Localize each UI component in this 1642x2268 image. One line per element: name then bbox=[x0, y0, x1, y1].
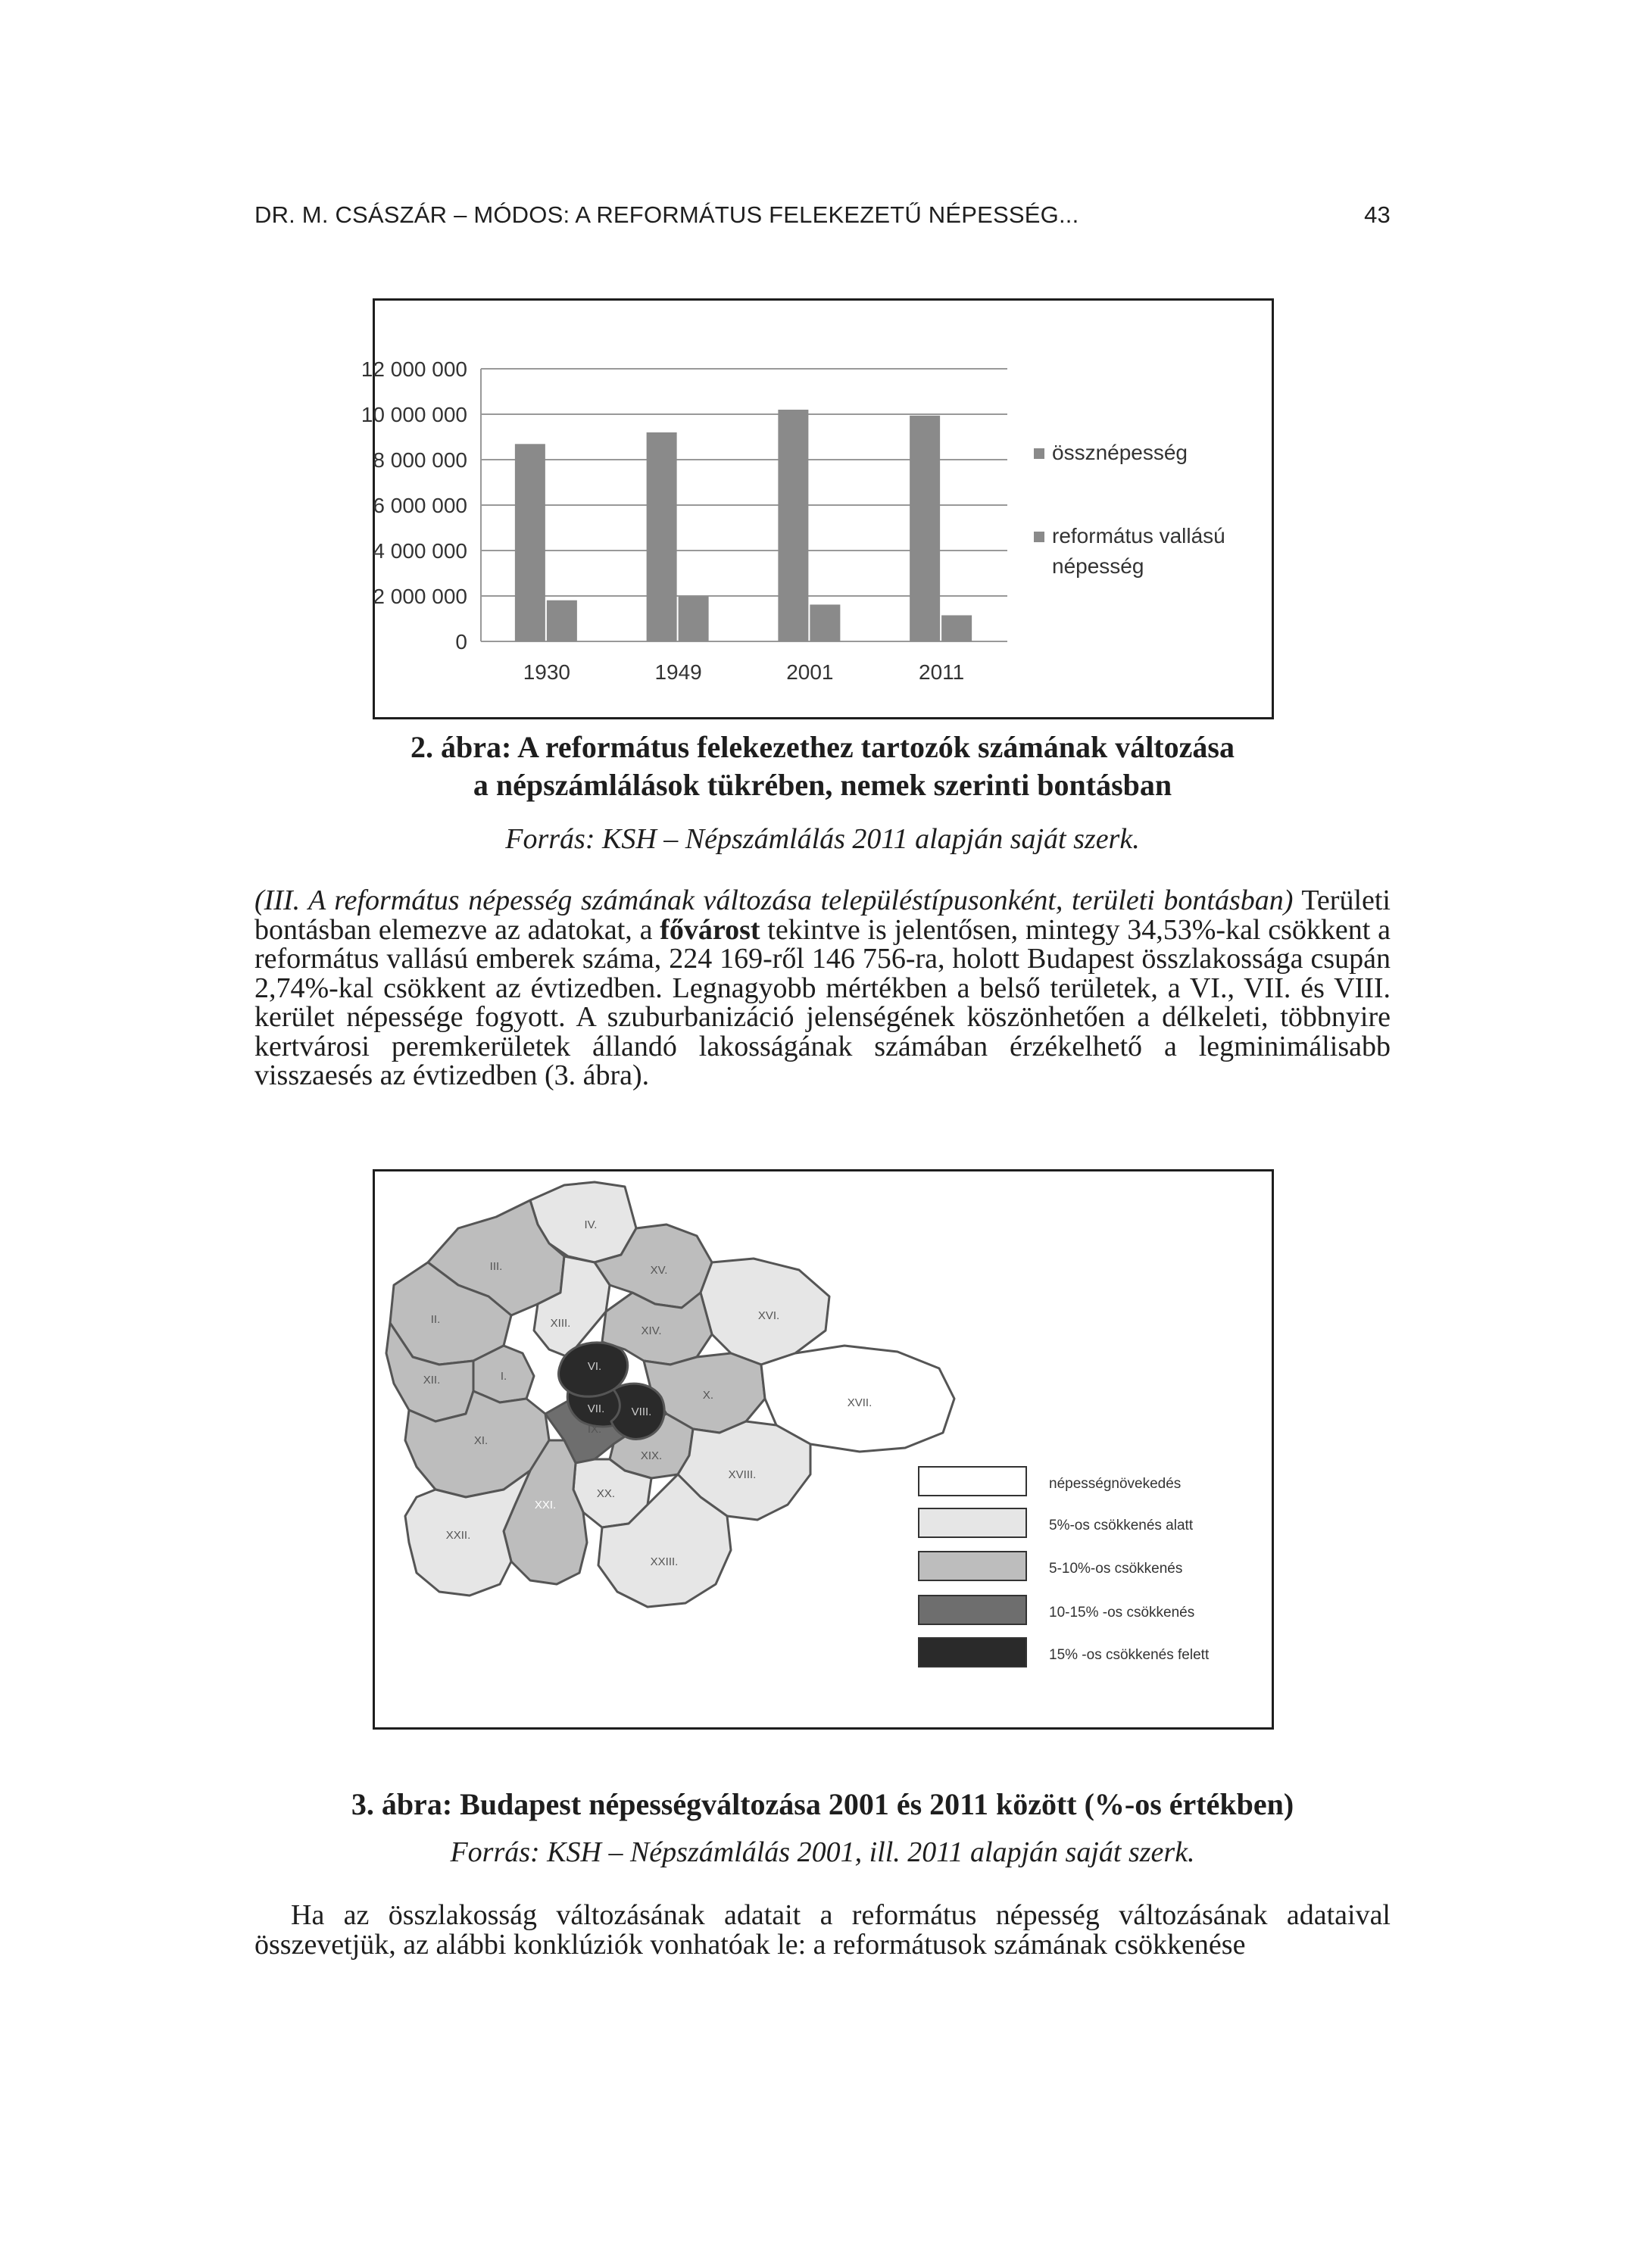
map-legend-swatch bbox=[919, 1552, 1026, 1580]
bar-chart bbox=[361, 301, 1272, 717]
bar-1930-series-2 bbox=[547, 601, 577, 641]
bar-2001-series-2 bbox=[810, 604, 840, 641]
paragraph-1-bold-word: fővárost bbox=[660, 913, 760, 946]
district-label-XVI: XVI. bbox=[757, 1309, 780, 1322]
district-label-IX: IX. bbox=[587, 1423, 602, 1436]
district-label-IV: IV. bbox=[584, 1218, 598, 1231]
x-tick-label: 2011 bbox=[919, 660, 965, 684]
district-label-XI: XI. bbox=[473, 1434, 489, 1447]
map-legend-label: 15% -os csökkenés felett bbox=[1049, 1647, 1210, 1663]
budapest-district-map bbox=[375, 1171, 1272, 1727]
x-axis-ticks bbox=[523, 660, 965, 684]
map-legend-swatch bbox=[919, 1638, 1026, 1667]
paragraph-1-text-a: Területi bontásban elemezve az adatokat, a bbox=[254, 884, 1391, 946]
figure-3-map-frame bbox=[373, 1169, 1274, 1730]
y-axis-ticks bbox=[361, 357, 467, 654]
map-legend-label: 5%-os csökkenés alatt bbox=[1049, 1518, 1194, 1533]
x-tick-label: 1949 bbox=[654, 660, 702, 684]
bar-2011-series-2 bbox=[941, 616, 972, 642]
chart-legend bbox=[1034, 441, 1225, 578]
map-legend-swatch bbox=[919, 1596, 1026, 1624]
district-label-XII: XII. bbox=[423, 1374, 441, 1387]
figure-2-caption bbox=[254, 728, 1391, 804]
y-tick-label: 2 000 000 bbox=[373, 585, 467, 608]
paragraph-1-italic-lead: (III. A református népesség számának változása településtípusonként, területi bontásban) bbox=[254, 884, 1294, 916]
district-label-XV: XV. bbox=[650, 1264, 668, 1277]
district-label-XVIII: XVIII. bbox=[728, 1468, 757, 1481]
figure-2-source: Forrás: KSH – Népszámlálás 2011 alapján saját szerk. bbox=[505, 823, 1140, 855]
x-tick-label: 2001 bbox=[786, 660, 834, 684]
y-tick-label: 8 000 000 bbox=[373, 448, 467, 472]
district-label-XXII: XXII. bbox=[445, 1529, 471, 1542]
district-label-XIV: XIV. bbox=[641, 1324, 662, 1337]
legend-label: össznépesség bbox=[1052, 441, 1188, 464]
bar-2011-series-1 bbox=[910, 416, 940, 641]
map-legend-label: népességnövekedés bbox=[1049, 1476, 1182, 1492]
y-tick-label: 12 000 000 bbox=[361, 357, 467, 381]
figure-2-chart-frame bbox=[361, 298, 1274, 719]
district-label-X: X. bbox=[702, 1389, 714, 1402]
legend-swatch bbox=[1034, 448, 1044, 459]
district-label-XIII: XIII. bbox=[550, 1317, 571, 1330]
paragraph-2 bbox=[254, 1901, 1391, 1959]
bar-1949-series-1 bbox=[647, 432, 677, 641]
legend-swatch bbox=[1034, 532, 1044, 542]
legend-label: református vallású bbox=[1052, 524, 1225, 548]
district-label-XIX: XIX. bbox=[640, 1449, 663, 1462]
map-legend-swatch bbox=[919, 1467, 1026, 1496]
paragraph-1-text-b: tekintve is jelentősen, mintegy 34,53%-kal csökkent a református vallású emberek száma, 224 169-ről 146 756-ra, holott Budapest összlakossága csupán 2,74%-kal csökkent az évtizedben. Legnagyobb mértékben a belső területek, a VI., VII. és VIII. kerület népessége fogyott. A szuburbanizáció jelenségének köszönhetően a délkeleti, többnyire kertvárosi peremkerületek állandó lakosságának számában érzékelhető a legminimálisabb visszaesés az évtizedben (3. ábra). bbox=[254, 913, 1391, 1091]
figure-3-caption: 3. ábra: Budapest népességváltozása 2001 és 2011 között (%-os értékben) bbox=[351, 1787, 1294, 1821]
legend-label: népesség bbox=[1052, 554, 1144, 578]
running-header bbox=[254, 201, 1391, 236]
paragraph-1 bbox=[254, 886, 1391, 1090]
map-legend bbox=[919, 1467, 1210, 1667]
page-number: 43 bbox=[1364, 201, 1391, 228]
bar-2001-series-1 bbox=[778, 410, 808, 641]
district-label-VII: VII. bbox=[587, 1402, 605, 1415]
figure-2-caption-line-2: a népszámlálások tükrében, nemek szerinti bontásban bbox=[473, 768, 1172, 802]
y-tick-label: 0 bbox=[455, 630, 467, 654]
district-label-VI: VI. bbox=[587, 1360, 602, 1373]
figure-2-caption-line-1: 2. ábra: A református felekezethez tartozók számának változása bbox=[410, 730, 1235, 764]
district-label-II: II. bbox=[430, 1313, 441, 1326]
chart-bars bbox=[515, 410, 972, 641]
district-label-I: I. bbox=[500, 1370, 507, 1383]
map-legend-label: 5-10%-os csökkenés bbox=[1049, 1561, 1183, 1577]
y-tick-label: 6 000 000 bbox=[373, 494, 467, 517]
running-title: DR. M. CSÁSZÁR – MÓDOS: A REFORMÁTUS FELEKEZETŰ NÉPESSÉG... bbox=[254, 201, 1079, 228]
bar-1930-series-1 bbox=[515, 444, 545, 641]
y-tick-label: 10 000 000 bbox=[361, 403, 467, 426]
district-label-XXIII: XXIII. bbox=[650, 1555, 679, 1568]
y-tick-label: 4 000 000 bbox=[373, 539, 467, 563]
bar-1949-series-2 bbox=[679, 596, 709, 641]
district-label-III: III. bbox=[489, 1260, 503, 1273]
district-label-XXI: XXI. bbox=[534, 1499, 557, 1511]
map-legend-label: 10-15% -os csökkenés bbox=[1049, 1605, 1195, 1621]
paragraph-2-text: Ha az összlakosság változásának adatait a református népesség változásának adataival összevetjük, az alábbi konklúziók vonhatóak le: a reformátusok számának csökkenése bbox=[254, 1899, 1391, 1961]
district-label-XX: XX. bbox=[596, 1487, 616, 1500]
district-label-XVII: XVII. bbox=[847, 1396, 873, 1409]
map-legend-swatch bbox=[919, 1508, 1026, 1537]
figure-3-source: Forrás: KSH – Népszámlálás 2001, ill. 2011 alapján saját szerk. bbox=[450, 1836, 1195, 1868]
x-tick-label: 1930 bbox=[523, 660, 571, 684]
district-label-VIII: VIII. bbox=[631, 1405, 652, 1418]
